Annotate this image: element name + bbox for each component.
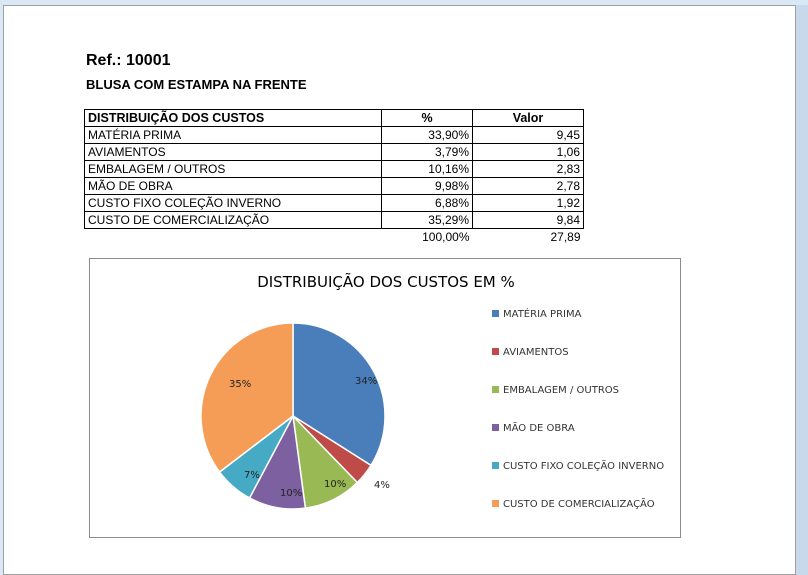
cell-label[interactable]: MÃO DE OBRA bbox=[85, 178, 382, 195]
cell-label[interactable]: CUSTO DE COMERCIALIZAÇÃO bbox=[85, 212, 382, 229]
product-name: BLUSA COM ESTAMPA NA FRENTE bbox=[86, 77, 307, 92]
legend-swatch bbox=[492, 348, 499, 355]
legend-label: AVIAMENTOS bbox=[503, 347, 569, 358]
cell-label[interactable]: AVIAMENTOS bbox=[85, 144, 382, 161]
table-total-row bbox=[85, 229, 584, 246]
cell-percent[interactable]: 6,88% bbox=[382, 195, 473, 212]
data-label: 34% bbox=[355, 376, 378, 387]
legend-item[interactable] bbox=[492, 461, 664, 499]
header-value[interactable]: Valor bbox=[473, 110, 584, 127]
cell-label[interactable]: CUSTO FIXO COLEÇÃO INVERNO bbox=[85, 195, 382, 212]
data-label: 10% bbox=[324, 479, 347, 490]
reference-code: Ref.: 10001 bbox=[86, 52, 171, 69]
table-row bbox=[85, 195, 584, 212]
legend-swatch bbox=[492, 386, 499, 393]
table-row bbox=[85, 144, 584, 161]
pie-plot-area bbox=[90, 259, 490, 537]
legend-label: EMBALAGEM / OUTROS bbox=[503, 385, 620, 396]
legend-swatch bbox=[492, 500, 499, 507]
legend-swatch bbox=[492, 462, 499, 469]
cell-label[interactable]: EMBALAGEM / OUTROS bbox=[85, 161, 382, 178]
cell-percent[interactable]: 33,90% bbox=[382, 127, 473, 144]
pie-chart[interactable] bbox=[89, 258, 681, 538]
cell-percent[interactable]: 35,29% bbox=[382, 212, 473, 229]
table-row bbox=[85, 212, 584, 229]
cell-empty[interactable] bbox=[85, 229, 382, 246]
window-background bbox=[796, 5, 808, 575]
cell-value[interactable]: 2,83 bbox=[473, 161, 584, 178]
cell-value[interactable]: 9,45 bbox=[473, 127, 584, 144]
cell-percent[interactable]: 3,79% bbox=[382, 144, 473, 161]
table-row bbox=[85, 178, 584, 195]
legend-label: MÃO DE OBRA bbox=[503, 423, 575, 434]
legend-item[interactable] bbox=[492, 499, 664, 537]
legend-item[interactable] bbox=[492, 423, 664, 461]
legend-label: CUSTO DE COMERCIALIZAÇÃO bbox=[503, 499, 655, 510]
cell-label[interactable]: MATÉRIA PRIMA bbox=[85, 127, 382, 144]
total-percent[interactable]: 100,00% bbox=[422, 229, 470, 244]
chart-legend bbox=[492, 309, 664, 537]
legend-label: CUSTO FIXO COLEÇÃO INVERNO bbox=[503, 461, 665, 472]
cell-value[interactable]: 1,92 bbox=[473, 195, 584, 212]
legend-item[interactable] bbox=[492, 309, 664, 347]
data-label: 10% bbox=[280, 488, 303, 499]
header-cost-distribution[interactable]: DISTRIBUIÇÃO DOS CUSTOS bbox=[85, 110, 382, 127]
header-percent[interactable]: % bbox=[382, 110, 473, 127]
total-value[interactable]: 27,89 bbox=[550, 229, 581, 244]
data-label: 35% bbox=[229, 379, 252, 390]
cell-value[interactable]: 9,84 bbox=[473, 212, 584, 229]
legend-swatch bbox=[492, 310, 499, 317]
data-label: 4% bbox=[374, 480, 390, 491]
chart-title: DISTRIBUIÇÃO DOS CUSTOS EM % bbox=[257, 273, 515, 291]
cost-table bbox=[84, 109, 584, 245]
legend-label: MATÉRIA PRIMA bbox=[503, 309, 582, 320]
legend-swatch bbox=[492, 424, 499, 431]
cell-percent[interactable]: 9,98% bbox=[382, 178, 473, 195]
cell-percent[interactable]: 10,16% bbox=[382, 161, 473, 178]
legend-item[interactable] bbox=[492, 347, 664, 385]
legend-item[interactable] bbox=[492, 385, 664, 423]
table-row bbox=[85, 127, 584, 144]
cell-value[interactable]: 2,78 bbox=[473, 178, 584, 195]
cell-value[interactable]: 1,06 bbox=[473, 144, 584, 161]
table-row bbox=[85, 161, 584, 178]
table-header-row bbox=[85, 110, 584, 127]
data-label: 7% bbox=[244, 470, 260, 481]
